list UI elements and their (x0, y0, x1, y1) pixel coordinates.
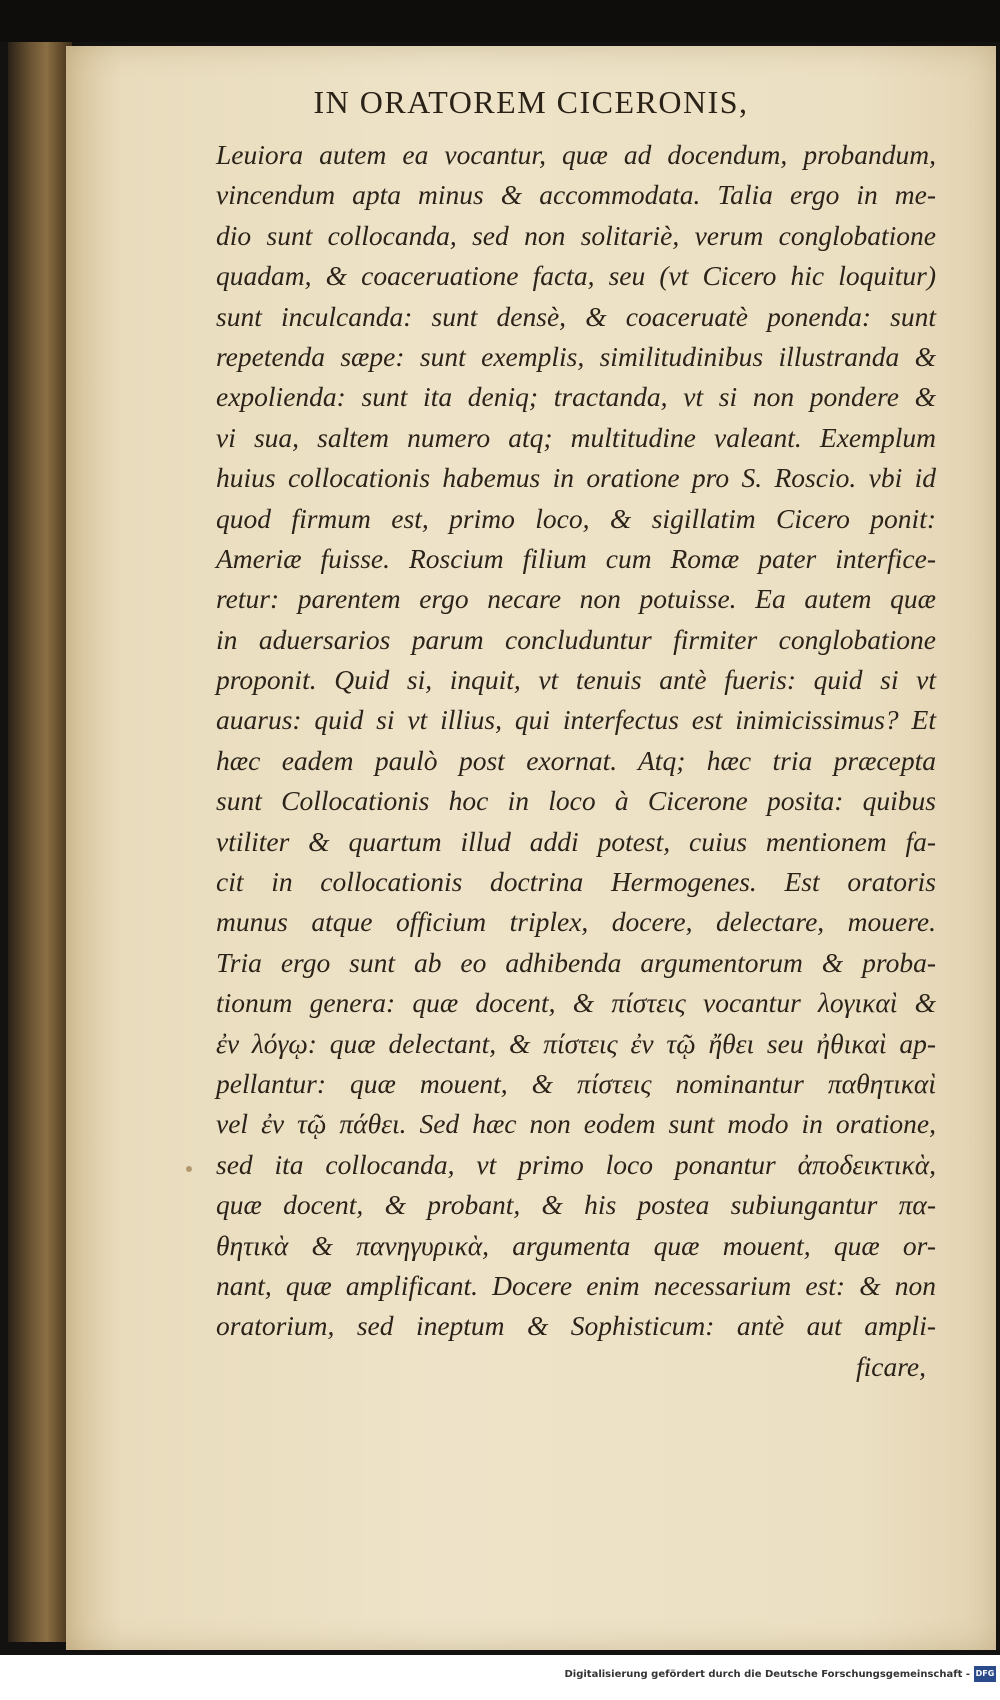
text-line: sunt Collocationis hoc in loco à Cicerone posita: quibus (216, 785, 936, 817)
text-line: expolienda: sunt ita deniq; tractanda, vt si non pondere & (216, 381, 936, 413)
text-line: vel ἐν τῷ πάθει. Sed hæc non eodem sunt modo in oratione, (216, 1108, 936, 1140)
text-line: munus atque officium triplex, docere, delectare, mouere. (216, 906, 936, 938)
text-line: vtiliter & quartum illud addi potest, cuius mentionem fa- (216, 825, 936, 857)
text-line: retur: parentem ergo necare non potuisse. Ea autem quæ (216, 583, 936, 615)
text-line: vi sua, saltem numero atq; multitudine valeant. Exemplum (216, 421, 936, 453)
text-line: sed ita collocanda, vt primo loco ponantur ἀποδεικτικὰ, (216, 1148, 936, 1180)
text-line: proponit. Quid si, inquit, vt tenuis antè fueris: quid si vt (216, 664, 936, 696)
text-line: huius collocationis habemus in oratione pro S. Roscio. vbi id (216, 462, 936, 494)
text-line: quod firmum est, primo loco, & sigillatim Cicero ponit: (216, 502, 936, 534)
footer-bar (0, 1655, 1000, 1700)
text-line: vincendum apta minus & accommodata. Talia ergo in me- (216, 179, 936, 211)
text-line: Ameriæ fuisse. Roscium filium cum Romæ pater interfice- (216, 542, 936, 574)
text-line: Leuiora autem ea vocantur, quæ ad docendum, probandum, (216, 139, 936, 170)
text-line: Tria ergo sunt ab eo adhibenda argumentorum & proba- (216, 946, 936, 978)
text-line: nant, quæ amplificant. Docere enim necessarium est: & non (216, 1269, 936, 1301)
catchword: ficare, (856, 1350, 926, 1382)
text-line: repetenda sæpe: sunt exemplis, similitudinibus illustranda & (216, 340, 936, 372)
text-line: dio sunt collocanda, sed non solitariè, verum conglobatione (216, 219, 936, 251)
text-line: ἐν λόγῳ: quæ delectant, & πίστεις ἐν τῷ ἤθει seu ἠθικαὶ ap- (216, 1027, 936, 1059)
text-line: auarus: quid si vt illius, qui interfectus est inimicissimus? Et (216, 704, 936, 736)
text-line: hæc eadem paulò post exornat. Atq; hæc tria præcepta (216, 744, 936, 776)
dfg-logo: DFG (974, 1666, 996, 1682)
running-head: IN ORATOREM CICERONIS, (313, 84, 749, 120)
page-body-text (216, 135, 936, 1387)
text-line: tionum genera: quæ docent, & πίστεις vocantur λογικαὶ & (216, 987, 936, 1019)
paper-speck (186, 1166, 192, 1172)
book-binding-edge (8, 42, 72, 1642)
text-line: oratorium, sed ineptum & Sophisticum: antè aut ampli- (216, 1310, 936, 1342)
top-scan-margin (0, 0, 1000, 42)
text-line: sunt inculcanda: sunt densè, & coaceruatè ponenda: sunt (216, 300, 936, 332)
text-line: quadam, & coaceruatione facta, seu (vt Cicero hic loquitur) (216, 260, 936, 292)
text-line: in aduersarios parum concluduntur firmiter conglobatione (216, 623, 936, 655)
book-page (66, 46, 996, 1650)
text-line: quæ docent, & probant, & his postea subiungantur πα- (216, 1189, 936, 1221)
text-line: θητικὰ & πανηγυρικὰ, argumenta quæ mouent, quæ or- (216, 1229, 936, 1261)
footer-credit: Digitalisierung gefördert durch die Deutsche Forschungsgemeinschaft - (564, 1669, 970, 1680)
text-line: cit in collocationis doctrina Hermogenes. Est oratoris (216, 866, 936, 898)
text-line: pellantur: quæ mouent, & πίστεις nominantur παθητικαὶ (216, 1067, 936, 1099)
